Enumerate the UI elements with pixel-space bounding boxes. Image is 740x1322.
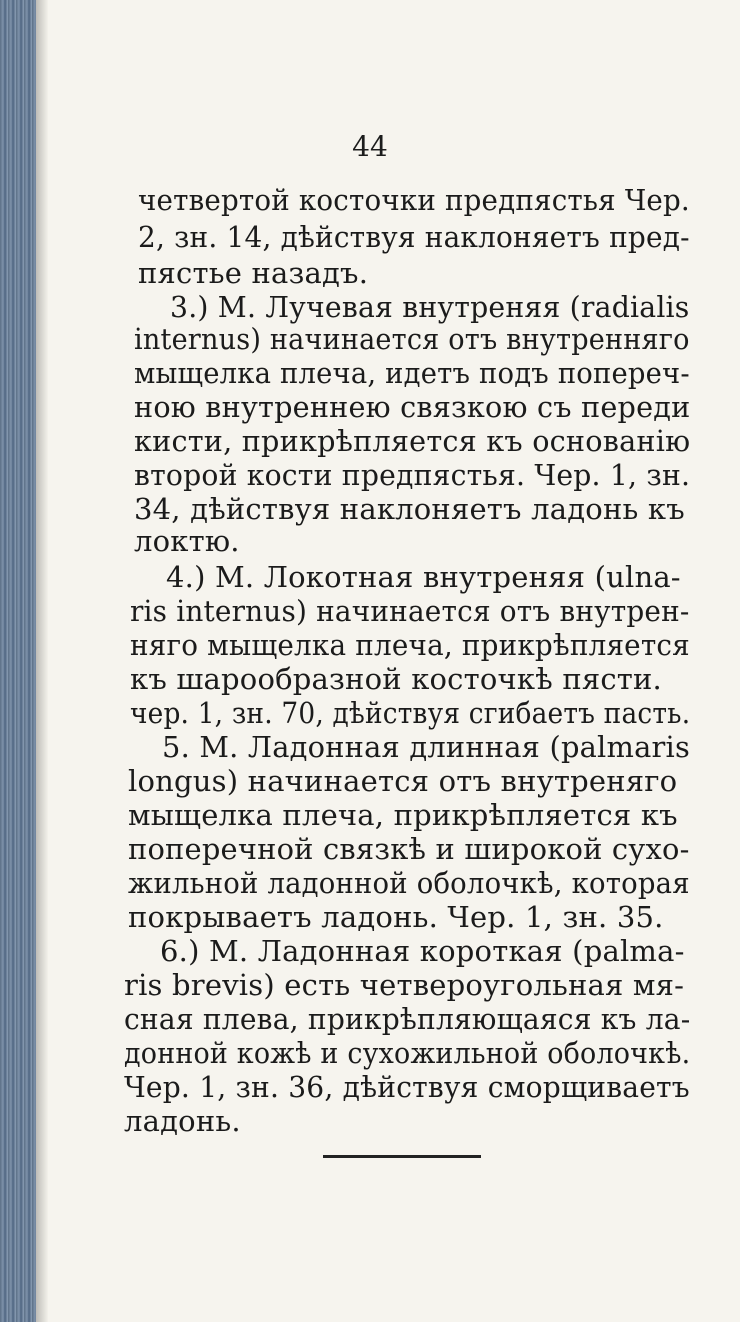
text-line: ною внутреннею связкою съ переди [134,390,691,424]
text-line: ris brevis) есть четвероугольная мя- [124,968,685,1002]
text-line: internus) начинается отъ внутренняго [134,322,690,356]
text-line: 3.) М. Лучевая внутреняя (radialis [170,290,690,324]
text-line: мыщелка плеча, прикрѣпляется къ [128,798,678,832]
text-line: кисти, прикрѣпляется къ основанію [134,424,691,458]
book-binding [0,0,36,1322]
text-line: ладонь. [124,1104,241,1138]
text-line: ris internus) начинается отъ внутрен- [130,594,690,628]
text-line: мыщелка плеча, идетъ подъ попереч- [134,356,690,390]
end-rule [323,1155,481,1158]
text-line: жильной ладонной оболочкѣ, которая [128,866,690,900]
text-line: 6.) М. Ладонная короткая (palma- [160,934,685,968]
text-line: 5. М. Ладонная длинная (palmaris [162,730,690,764]
binding-shadow [36,0,48,1322]
text-line: longus) начинается отъ внутреняго [128,764,678,798]
text-line: 2, зн. 14, дѣйствуя наклоняетъ пред- [138,220,690,254]
text-line: сная плева, прикрѣпляющаяся къ ла- [124,1002,691,1036]
text-line: 34, дѣйствуя наклоняетъ ладонь къ [134,492,685,526]
text-line: къ шарообразной косточкѣ пясти. [130,662,662,696]
text-line: поперечной связкѣ и широкой сухо- [128,832,690,866]
text-line: четвертой косточки предпястья Чер. [138,183,690,217]
text-line: локтю. [134,524,240,558]
page-number: 44 [352,130,388,163]
text-line: няго мыщелка плеча, прикрѣпляется [130,628,690,662]
text-line: Чер. 1, зн. 36, дѣйствуя сморщиваетъ [124,1070,690,1104]
text-line: покрываетъ ладонь. Чер. 1, зн. 35. [128,900,664,934]
text-line: 4.) М. Локотная внутреняя (ulna- [166,560,681,594]
text-line: второй кости предпястья. Чер. 1, зн. [134,458,691,492]
text-line: пястье назадъ. [138,256,369,290]
text-line: донной кожѣ и сухожильной оболочкѣ. [124,1036,691,1070]
text-line: чер. 1, зн. 70, дѣйствуя сгибаетъ пасть. [130,696,691,730]
